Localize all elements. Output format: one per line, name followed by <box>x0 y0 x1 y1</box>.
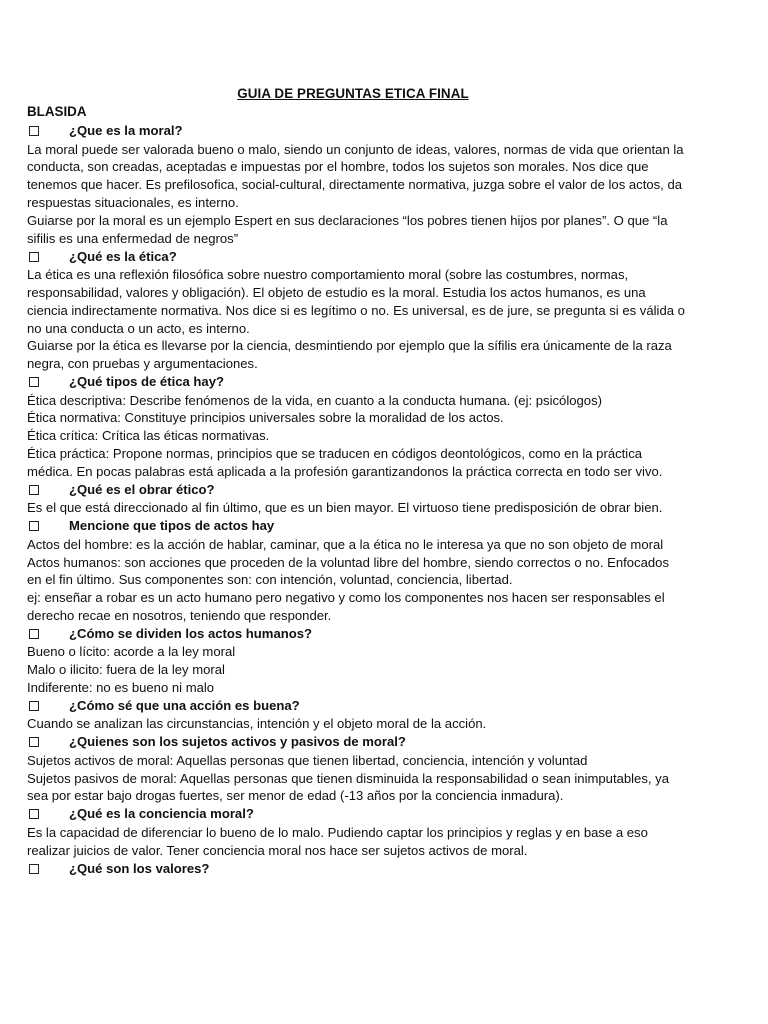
answer-paragraph: Ética práctica: Propone normas, principios que se traducen en códigos deontológicos, como en la práctica médica. En pocas palabras está aplicada a la profesión garantizandonos la práctica correcta en todo ser vivo. <box>27 446 663 479</box>
question-item <box>27 373 687 392</box>
question-item <box>27 733 687 752</box>
checkbox-icon[interactable] <box>29 521 39 531</box>
answer-paragraph: Sujetos pasivos de moral: Aquellas personas que tienen disminuida la responsabilidad o sean inimputables, ya sea por estar bajo drogas fuertes, ser menor de edad (-13 años por la conciencia inmadura). <box>27 770 669 804</box>
question-text: ¿Qué es la conciencia moral? <box>69 806 254 822</box>
question-item <box>27 805 687 824</box>
document-content <box>27 122 687 878</box>
answer-paragraph: Cuando se analizan las circunstancias, intención y el objeto moral de la acción. <box>27 716 487 732</box>
answer-paragraph: ej: enseñar a robar es un acto humano pero negativo y como los componentes nos hacen ser responsables el derecho recae en nosotros, teniendo que responder. <box>27 590 665 624</box>
checkbox-icon[interactable] <box>29 485 39 495</box>
question-item <box>27 248 687 267</box>
checkbox-icon[interactable] <box>29 126 39 136</box>
question-text: ¿Qué es el obrar ético? <box>69 481 215 497</box>
checkbox-icon[interactable] <box>29 252 39 262</box>
answer-paragraph: La moral puede ser valorada bueno o malo, siendo un conjunto de ideas, valores, normas de vida que orientan la conducta, son creadas, aceptadas e impuestas por el hombre, todos los sujetos son morales. Nos dice que tenemos que hacer. Es prefilosofica, social-cultural, directamente normativa, juzga sobre el valor de los actos, da respuestas situacionales, es interno. <box>27 141 684 211</box>
question-text: ¿Qué es la ética? <box>69 248 177 264</box>
question-item <box>27 122 687 141</box>
answer-paragraph: Actos del hombre: es la acción de hablar, caminar, que a la ética no le interesa ya que no son objeto de moral <box>27 536 664 552</box>
question-text: ¿Cómo se dividen los actos humanos? <box>69 625 313 641</box>
answer-paragraph: Malo o ilicito: fuera de la ley moral <box>27 662 225 678</box>
question-item <box>27 625 687 644</box>
answer-paragraph: Bueno o lícito: acorde a la ley moral <box>27 644 236 660</box>
answer-paragraph: Ética normativa: Constituye principios universales sobre la moralidad de los actos. <box>27 410 504 426</box>
answer-paragraph: La ética es una reflexión filosófica sobre nuestro comportamiento moral (sobre las costumbres, normas, responsabilidad, valores y obligación). El objeto de estudio es la moral. Estudia los actos humanos, es una ciencia indirectamente normativa. Nos dice si es legítimo o no. Es universal, es de jure, se pregunta si es válida o no una conducta o un acto, es interno. <box>27 267 685 336</box>
answer-paragraph: Sujetos activos de moral: Aquellas personas que tienen libertad, conciencia, intención y voluntad <box>27 752 588 768</box>
document-author: BLASIDA <box>27 104 87 119</box>
document-title: GUIA DE PREGUNTAS ETICA FINAL <box>237 86 469 101</box>
checkbox-icon[interactable] <box>29 864 39 874</box>
question-text: ¿Qué son los valores? <box>69 860 210 876</box>
question-text: ¿Cómo sé que una acción es buena? <box>69 697 300 713</box>
answer-paragraph: Guiarse por la ética es llevarse por la ciencia, desmintiendo por ejemplo que la sífilis era únicamente de la raza negra, con pruebas y argumentaciones. <box>27 338 672 372</box>
question-item <box>27 697 687 716</box>
checkbox-icon[interactable] <box>29 737 39 747</box>
answer-paragraph: Ética descriptiva: Describe fenómenos de la vida, en cuanto a la conducta humana. (ej: psicólogos) <box>27 392 602 408</box>
question-text: ¿Que es la moral? <box>69 123 183 138</box>
answer-paragraph: Guiarse por la moral es un ejemplo Espert en sus declaraciones “los pobres tienen hijos por planes”. O que “la sifilis es una enfermedad de negros” <box>27 212 668 246</box>
answer-paragraph: Actos humanos: son acciones que proceden de la voluntad libre del hombre, siendo correctos o no. Enfocados en el fin último. Sus componentes son: con intención, voluntad, conciencia, libertad. <box>27 554 669 588</box>
question-text: ¿Qué tipos de ética hay? <box>69 374 224 390</box>
question-item <box>27 481 687 500</box>
checkbox-icon[interactable] <box>29 377 39 387</box>
question-item <box>27 860 687 879</box>
answer-paragraph: Es la capacidad de diferenciar lo bueno de lo malo. Pudiendo captar los principios y reglas y en base a eso realizar juicios de valor. Tener conciencia moral nos hace ser sujetos activos de moral. <box>27 824 648 858</box>
checkbox-icon[interactable] <box>29 629 39 639</box>
checkbox-icon[interactable] <box>29 701 39 711</box>
answer-paragraph: Indiferente: no es bueno ni malo <box>27 680 215 696</box>
question-text: ¿Quienes son los sujetos activos y pasivos de moral? <box>69 734 406 750</box>
checkbox-icon[interactable] <box>29 809 39 819</box>
answer-paragraph: Es el que está direccionado al fin último, que es un bien mayor. El virtuoso tiene predisposición de obrar bien. <box>27 500 663 516</box>
question-item <box>27 517 687 536</box>
question-text: Mencione que tipos de actos hay <box>69 518 275 534</box>
answer-paragraph: Ética crítica: Crítica las éticas normativas. <box>27 428 270 444</box>
